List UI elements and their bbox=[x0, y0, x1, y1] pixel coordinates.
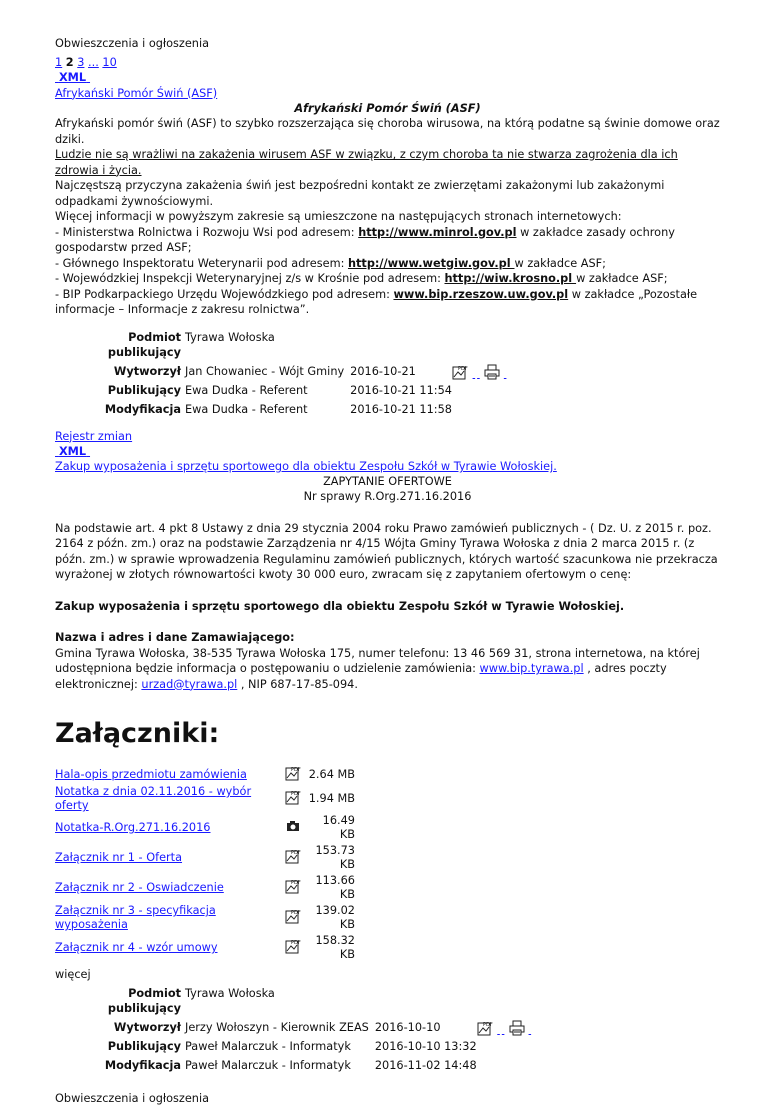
attachment-row bbox=[55, 765, 355, 785]
attachment-size: 16.49 KB bbox=[322, 814, 355, 842]
svg-text:PDF: PDF bbox=[291, 791, 301, 798]
bip-tyrawa-link[interactable]: www.bip.tyrawa.pl bbox=[479, 662, 584, 676]
article-link-asf[interactable]: Afrykański Pomór Świń (ASF) bbox=[55, 86, 218, 100]
svg-text:PDF: PDF bbox=[291, 850, 301, 857]
attachment-link[interactable]: Notatka-R.Org.271.16.2016 bbox=[55, 821, 211, 835]
attachment-link[interactable]: Załącznik nr 1 - Oferta bbox=[55, 851, 183, 865]
wetgiw-link[interactable]: http://www.wetgiw.gov.pl bbox=[347, 256, 515, 270]
pdf-icon bbox=[285, 880, 301, 897]
attachments-table bbox=[55, 765, 355, 963]
printer-icon[interactable] bbox=[484, 364, 500, 384]
attachment-size: 139.02 KB bbox=[315, 904, 355, 932]
attachment-size: 2.64 MB bbox=[308, 768, 355, 782]
section-title: Obwieszczenia i ogłoszenia bbox=[55, 37, 210, 50]
svg-text:PDF: PDF bbox=[482, 1022, 493, 1029]
attachment-size: 1.94 MB bbox=[308, 792, 355, 806]
pdf-icon[interactable] bbox=[452, 364, 468, 384]
email-link[interactable]: urzad@tyrawa.pl bbox=[141, 677, 238, 691]
contact-heading: Nazwa i adres i dane Zamawiającego: bbox=[55, 631, 295, 645]
bip-rzeszow-link[interactable]: www.bip.rzeszow.uw.gov.pl bbox=[393, 287, 569, 301]
pdf-icon bbox=[285, 910, 301, 927]
pdf-icon bbox=[285, 767, 301, 784]
current-page: 2 bbox=[65, 56, 74, 70]
offer-heading: ZAPYTANIE OFERTOWE bbox=[323, 475, 452, 489]
pdf-link[interactable] bbox=[473, 370, 476, 379]
svg-text:PDF: PDF bbox=[457, 365, 468, 372]
svg-text:PDF: PDF bbox=[291, 940, 301, 947]
attachment-link[interactable]: Hala-opis przedmiotu zamówienia bbox=[55, 768, 247, 782]
page-link-3[interactable]: 3 bbox=[77, 56, 85, 70]
wiw-krosno-link[interactable]: http://wiw.krosno.pl bbox=[444, 272, 577, 286]
more-label: więcej bbox=[55, 968, 91, 982]
attachment-row bbox=[55, 785, 355, 813]
attachment-size: 158.32 KB bbox=[315, 934, 355, 962]
article2-meta-table: Podmiot publikujący Tyrawa Wołoska Wytworzył Jerzy Wołoszyn - Kierownik ZEAS 2016-10-10 PDF Publikujący Paweł Malarczuk - Informatyk 2016-10-10 13:32 Modyfikacja Paweł Malarczuk - Informatyk 2016-11-02 14:48 bbox=[55, 984, 531, 1075]
history-link[interactable]: Rejestr zmian bbox=[55, 429, 133, 443]
pdf-icon bbox=[285, 940, 301, 957]
offer-paragraph: Na podstawie art. 4 pkt 8 Ustawy z dnia 29 stycznia 2004 roku Prawo zamówień publicznych - ( Dz. U. z 2015 r. poz. 2164 z późn. zm.) oraz na podstawie Zarządzenia nr 4/15 Wójta Gminy Tyrawa Wołoska z dnia 2 marca 2015 r. (z późn. zm.) w sprawie wprowadzenia Regulaminu zamówień publicznych, których wartość szacunkowa nie przekracza wyrażonej w złotych równowartości kwoty 30 000 euro, zwracam się z zapytaniem ofertowym o cenę: bbox=[55, 521, 718, 582]
article-body: Afrykański pomór świń (ASF) to szybko rozszerzająca się choroba wirusowa, na którą podatne są świnie domowe oraz dziki. Ludzie nie są wrażliwi na zakażenia wirusem ASF w związku, z czym choroba ta nie stwarza zagrożenia dla ich zdrowia i życia. Najczęstszą przyczyna zakażenia świń jest bezpośredni kontakt ze zwierzętami zakażonymi lub zakażonymi odpadkami żywnościowymi. Więcej informacji w powyższym zakresie są umieszczone na następujących stronach internetowych: - Ministerstwa Rolnictwa i Rozwoju Wsi pod adresem: http://www.minrol.gov.pl w zakładce zasady ochrony gospodarstw przed ASF; - Głównego Inspektoratu Weterynarii pod adresem: http://www.wetgiw.gov.pl w zakładce ASF; - Wojewódzkiej Inspekcji Weterynaryjnej z/s w Krośnie pod adresem: http://wiw.krosno.pl w zakładce ASF; - BIP Podkarpackiego Urzędu Wojewódzkiego pod adresem: www.bip.rzeszow.uw.gov.pl w zakładce „Pozostałe informacje – Informacje z zakresu rolnictwa”. bbox=[55, 117, 720, 317]
attachment-row bbox=[55, 843, 355, 873]
camera-icon bbox=[286, 822, 300, 835]
footer-section-title: Obwieszczenia i ogłoszenia bbox=[55, 1092, 210, 1106]
xml-link-2[interactable]: XML bbox=[58, 444, 87, 458]
print-link[interactable] bbox=[477, 370, 480, 379]
page-link-10[interactable]: 10 bbox=[102, 56, 117, 70]
offer-bold-title: Zakup wyposażenia i sprzętu sportowego dla obiektu Zespołu Szkół w Tyrawie Wołoskiej. bbox=[55, 599, 625, 613]
attachment-link[interactable]: Załącznik nr 3 - specyfikacja wyposażenia bbox=[55, 904, 216, 932]
pdf-link-2[interactable] bbox=[497, 1026, 500, 1035]
pdf-icon[interactable] bbox=[477, 1020, 493, 1040]
article-meta-table: Podmiot publikujący Tyrawa Wołoska Wytworzył Jan Chowaniec - Wójt Gminy 2016-10-21 PDF Publikujący Ewa Dudka - Referent 2016-10-21 11:54 Modyfikacja Ewa Dudka - Referent 2016-10-21 11:58 bbox=[55, 328, 506, 419]
pdf-icon bbox=[285, 850, 301, 867]
xml-link[interactable]: XML bbox=[58, 71, 87, 85]
attachments-title: Załączniki: bbox=[55, 718, 220, 750]
attachment-size: 113.66 KB bbox=[315, 874, 355, 902]
printer-icon[interactable] bbox=[509, 1020, 525, 1040]
print-text-link-2[interactable] bbox=[529, 1026, 532, 1035]
attachment-row bbox=[55, 933, 355, 963]
minrol-link[interactable]: http://www.minrol.gov.pl bbox=[358, 225, 517, 239]
article-link-zakup[interactable]: Zakup wyposażenia i sprzętu sportowego dla obiektu Zespołu Szkół w Tyrawie Wołoskiej. bbox=[55, 459, 557, 473]
attachment-row bbox=[55, 813, 355, 843]
svg-text:PDF: PDF bbox=[291, 767, 301, 774]
attachment-row bbox=[55, 903, 355, 933]
pagination bbox=[55, 55, 720, 70]
svg-text:PDF: PDF bbox=[291, 880, 301, 887]
contact-paragraph: Gmina Tyrawa Wołoska, 38-535 Tyrawa Wołoska 175, numer telefonu: 13 46 569 31, strona internetowa, na której udostępniona będzie informacja o postępowaniu o udzielenie zamówienia: www.bip.tyrawa.pl , adres poczty elektronicznej: urzad@tyrawa.pl , NIP 687-17-85-094. bbox=[55, 646, 700, 691]
page-link-ellipsis[interactable]: ... bbox=[88, 56, 99, 70]
attachment-size: 153.73 KB bbox=[315, 844, 355, 872]
attachment-link[interactable]: Załącznik nr 2 - Oswiadczenie bbox=[55, 881, 224, 895]
print-link-2[interactable] bbox=[502, 1026, 505, 1035]
article-title: Afrykański Pomór Świń (ASF) bbox=[294, 101, 481, 115]
pdf-icon bbox=[285, 791, 301, 808]
print-text-link[interactable] bbox=[504, 370, 507, 379]
svg-text:PDF: PDF bbox=[291, 910, 301, 917]
attachment-link[interactable]: Załącznik nr 4 - wzór umowy bbox=[55, 941, 218, 955]
page-link-1[interactable]: 1 bbox=[55, 56, 63, 70]
attachment-link[interactable]: Notatka z dnia 02.11.2016 - wybór oferty bbox=[55, 785, 252, 813]
attachment-row bbox=[55, 873, 355, 903]
case-number: Nr sprawy R.Org.271.16.2016 bbox=[303, 490, 472, 504]
